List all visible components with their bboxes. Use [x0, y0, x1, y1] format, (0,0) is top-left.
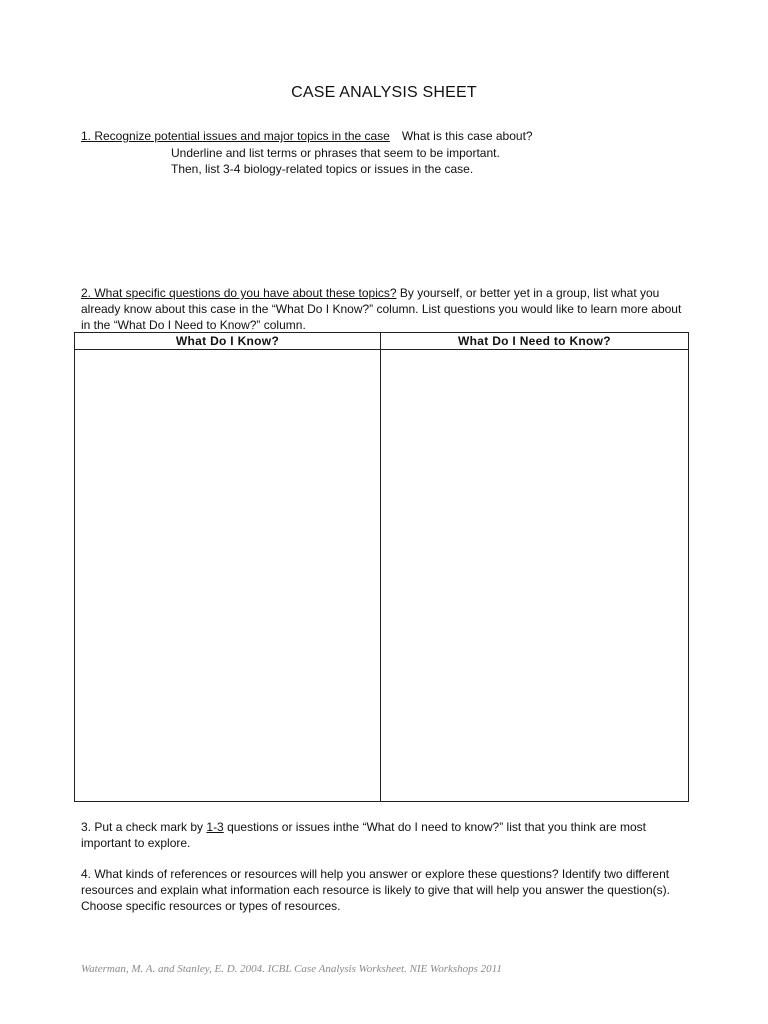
section-3-suffix: questions or issues inthe “What do I need to know?” list that you think are most important to explore. [81, 820, 646, 850]
section-1-line-3: Then, list 3-4 biology-related topics or issues in the case. [171, 162, 474, 176]
section-1-line-2: Underline and list terms or phrases that seem to be important. [171, 146, 500, 160]
section-3 [81, 819, 691, 851]
section-2-body: By yourself, or better yet in a group, list what you already know about this case in the “What Do I Know?” column. List questions you would like to learn more about in the “What Do I Need to Know?” column. [81, 286, 682, 332]
what-do-i-know-column [75, 333, 381, 801]
section-1-line-1 [81, 128, 533, 144]
section-3-range: 1-3 [206, 820, 224, 834]
section-1-question: What is this case about? [401, 129, 533, 143]
what-do-i-know-header: What Do I Know? [75, 333, 380, 350]
footer-citation: Waterman, M. A. and Stanley, E. D. 2004. ICBL Case Analysis Worksheet. NIE Workshops 2011 [81, 963, 502, 975]
section-3-prefix: 3. Put a check mark by [81, 820, 207, 834]
know-need-table [74, 332, 689, 802]
section-2 [81, 285, 691, 333]
section-4: 4. What kinds of references or resources will help you answer or explore these questions? Identify two different resources and explain what information each resource is likely to give that will help you answer the question(s). Choose specific resources or types of resources. [81, 867, 670, 913]
what-do-i-need-to-know-column [381, 333, 688, 801]
section-1-heading: 1. Recognize potential issues and major topics in the case [81, 129, 390, 143]
section-2-heading: 2. What specific questions do you have about these topics? [81, 286, 397, 300]
what-do-i-need-to-know-header: What Do I Need to Know? [381, 333, 688, 350]
page-title: CASE ANALYSIS SHEET [291, 84, 477, 101]
